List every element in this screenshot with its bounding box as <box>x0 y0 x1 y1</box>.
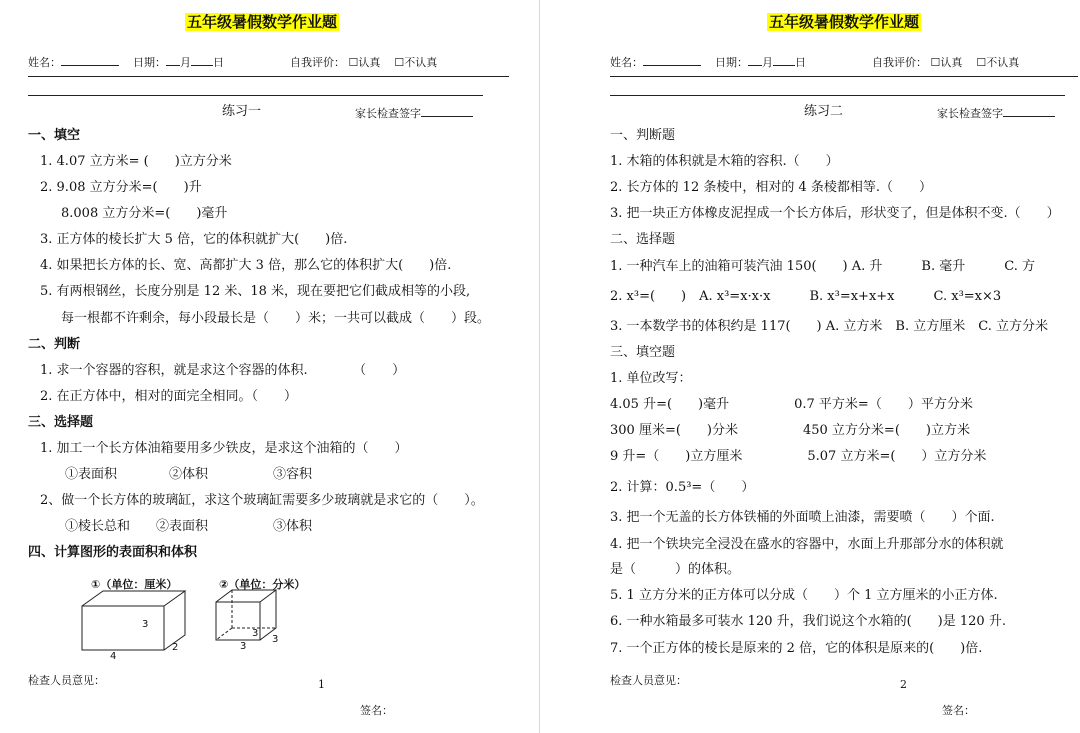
checkbox-serious[interactable]: ☐认真 <box>348 56 381 69</box>
header-line <box>610 54 806 70</box>
section-heading: 一、判断题 <box>610 128 676 143</box>
inspector-comment-label: 检查人员意见： <box>28 674 105 687</box>
cube-edge-label-c: 3 <box>240 641 247 652</box>
day-label: 日 <box>795 56 806 69</box>
checkbox-serious[interactable]: ☐认真 <box>930 56 963 69</box>
self-evaluation <box>290 54 437 70</box>
question-row: 3. 把一块正方体橡皮泥捏成一个长方体后，形状变了，但是体积不变.（ ） <box>610 206 1060 221</box>
cube-side-face <box>260 590 276 640</box>
cube-top-face <box>216 590 276 602</box>
parent-sign-blank[interactable] <box>1003 105 1055 117</box>
self-evaluation <box>872 54 1019 70</box>
inspector-comment-label: 检查人员意见： <box>610 674 687 687</box>
page-number: 1 <box>318 678 325 691</box>
question-row: 2. x³=( ) A. x³=x·x·x B. x³=x+x+x C. x³=x×3 <box>610 289 1002 304</box>
question-row: 1. 求一个容器的容积，就是求这个容器的体积. （ ） <box>40 363 406 378</box>
question-row: 4. 如果把长方体的长、宽、高都扩大 3 倍，那么它的体积扩大( )倍. <box>40 258 452 273</box>
question-row: 5. 1 立方分米的正方体可以分成（ ）个 1 立方厘米的小正方体. <box>610 588 998 603</box>
question-row: 1. 单位改写： <box>610 371 692 386</box>
question-row: 9 升=（ )立方厘米 5.07 立方米=( ）立方分米 <box>610 449 987 464</box>
question-row: 每一根都不许剩余，每小段最长是（ ）米；一共可以截成（ ）段。 <box>61 311 491 326</box>
cuboid-length-label: 4 <box>110 651 117 662</box>
question-row: 300 厘米=( )分米 450 立方分米=( )立方米 <box>610 423 970 438</box>
month-label: 月 <box>762 56 773 69</box>
cuboid-top-face <box>82 591 185 606</box>
parent-signature <box>937 105 1055 121</box>
name-label: 姓名： <box>28 56 61 69</box>
header-rule <box>28 76 509 77</box>
signature-label: 签名： <box>942 704 975 717</box>
self-eval-label: 自我评价： <box>872 56 927 69</box>
name-blank <box>61 54 119 66</box>
question-row: 1. 4.07 立方米= ( )立方分米 <box>40 154 232 169</box>
parent-signature <box>355 105 473 121</box>
cuboid-front-face <box>82 606 164 650</box>
name-blank <box>643 54 701 66</box>
page-number: 2 <box>900 678 907 691</box>
header-rule-2 <box>28 95 483 96</box>
day-label: 日 <box>213 56 224 69</box>
self-eval-label: 自我评价： <box>290 56 345 69</box>
question-row: 3. 把一个无盖的长方体铁桶的外面喷上油漆，需要喷（ ）个面. <box>610 510 995 525</box>
question-row: 4.05 升=( )毫升 0.7 平方米=（ ）平方分米 <box>610 397 973 412</box>
question-row: 2、做一个长方体的玻璃缸，求这个玻璃缸需要多少玻璃就是求它的（ ）。 <box>40 493 484 508</box>
date-label: 日期： <box>133 56 166 69</box>
question-row: 7. 一个正方体的棱长是原来的 2 倍，它的体积是原来的( )倍. <box>610 641 983 656</box>
question-row: 6. 一种水箱最多可装水 120 升，我们说这个水箱的( )是 120 升. <box>610 614 1006 629</box>
section-heading: 三、填空题 <box>610 345 676 360</box>
header-rule <box>610 76 1078 77</box>
cuboid-width-label: 2 <box>172 642 179 653</box>
month-blank <box>166 54 180 66</box>
date-label: 日期： <box>715 56 748 69</box>
parent-sign-label: 家长检查签字 <box>937 107 1003 120</box>
section-heading: 三、选择题 <box>28 415 94 430</box>
header-rule-2 <box>610 95 1065 96</box>
question-row: 3. 一本数学书的体积约是 117( ) A. 立方米 B. 立方厘米 C. 立方分米 <box>610 319 1048 334</box>
question-row: 1. 木箱的体积就是木箱的容积.（ ） <box>610 154 839 169</box>
month-blank <box>748 54 762 66</box>
header-line <box>28 54 224 70</box>
cube-hidden-edges <box>216 590 276 640</box>
question-row: ①表面积 ②体积 ③容积 <box>65 467 313 482</box>
cuboid-height-label: 3 <box>142 619 149 630</box>
section-heading: 二、判断 <box>28 337 81 352</box>
question-row: 8.008 立方分米=( )毫升 <box>61 206 228 221</box>
question-row: 2. 长方体的 12 条棱中，相对的 4 条棱都相等.（ ） <box>610 180 933 195</box>
section-heading: 二、选择题 <box>610 232 676 247</box>
figure-2-caption: ②（单位：分米） <box>219 578 306 591</box>
section-heading: 四、计算图形的表面积和体积 <box>28 545 198 560</box>
question-row: 1. 一种汽车上的油箱可装汽油 150( ) A. 升 B. 毫升 C. 方 <box>610 259 1035 274</box>
worksheet-page-2 <box>540 0 1080 733</box>
signature-label: 签名： <box>360 704 393 717</box>
question-row: 1. 加工一个长方体油箱要用多少铁皮，是求这个油箱的（ ） <box>40 441 408 456</box>
question-row: ①棱长总和 ②表面积 ③体积 <box>65 519 313 534</box>
exercise-label: 练习一 <box>222 104 262 119</box>
exercise-label: 练习二 <box>804 104 844 119</box>
name-label: 姓名： <box>610 56 643 69</box>
question-row: 2. 在正方体中，相对的面完全相同。（ ） <box>40 389 298 404</box>
question-row: 2. 9.08 立方分米=( )升 <box>40 180 202 195</box>
question-row: 2. 计算：0.5³=（ ） <box>610 480 755 495</box>
question-row: 4. 把一个铁块完全浸没在盛水的容器中，水面上升那部分水的体积就 <box>610 537 1004 552</box>
question-row: 是（ ）的体积。 <box>610 562 741 577</box>
question-row: 5. 有两根钢丝，长度分别是 12 米、18 米，现在要把它们截成相等的小段, <box>40 284 471 299</box>
day-blank <box>773 54 795 66</box>
day-blank <box>191 54 213 66</box>
cube-edge-label-b: 3 <box>272 634 279 645</box>
checkbox-not-serious[interactable]: ☐不认真 <box>976 56 1020 69</box>
section-heading: 一、填空 <box>28 128 81 143</box>
question-row: 3. 正方体的棱长扩大 5 倍，它的体积就扩大( )倍. <box>40 232 348 247</box>
page-title: 五年级暑假数学作业题 <box>187 13 338 31</box>
parent-sign-label: 家长检查签字 <box>355 107 421 120</box>
page-title: 五年级暑假数学作业题 <box>769 13 920 31</box>
checkbox-not-serious[interactable]: ☐不认真 <box>394 56 438 69</box>
parent-sign-blank[interactable] <box>421 105 473 117</box>
figure-1-caption: ①（单位：厘米） <box>91 578 178 591</box>
cube-edge-label-a: 3 <box>252 628 259 639</box>
month-label: 月 <box>180 56 191 69</box>
